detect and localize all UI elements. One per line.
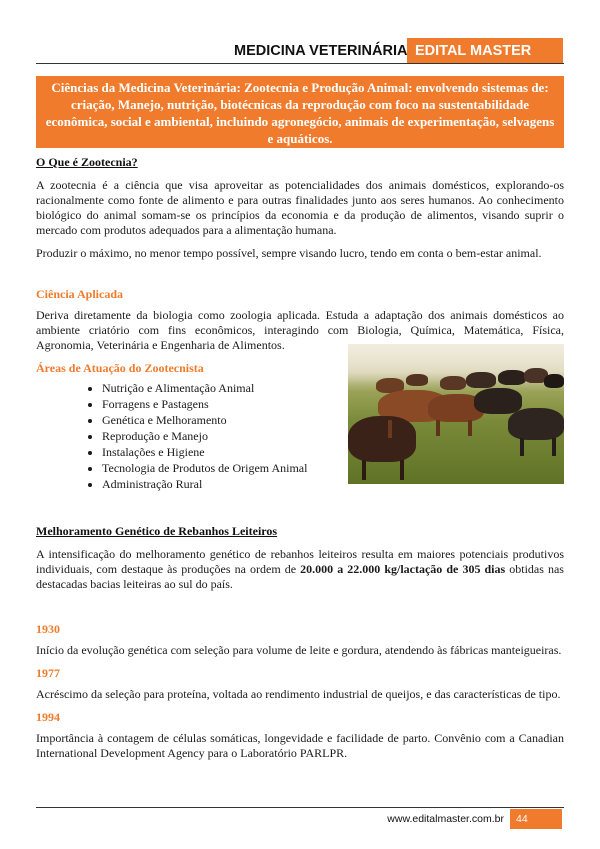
heading-ciencia-aplicada: Ciência Aplicada — [36, 287, 124, 301]
header-brand: EDITAL MASTER — [407, 38, 563, 64]
year-1977: 1977 — [36, 666, 60, 680]
timeline-text-1994: Importância à contagem de células somáticas, longevidade e facilidade de parto. Convênio com a Canadian International Development Agency para o Laboratório PARLPR. — [36, 731, 564, 760]
cow-leg — [436, 420, 440, 436]
paragraph-text-start: A intensificação do melhoramento genético de rebanhos leiteiros resulta em maiores potenciais produtivos individuais, com destaque às produções na ordem de — [36, 547, 564, 576]
timeline-text-1977: Acréscimo da seleção para proteína, voltada ao rendimento industrial de queijos, e das características de tipo. — [36, 687, 561, 701]
list-item: • Instalações e Higiene — [102, 444, 336, 460]
cow-shape — [508, 408, 564, 440]
cow-shape — [440, 376, 466, 390]
paragraph-zootecnia-definition: A zootecnia é a ciência que visa aproveitar as potencialidades dos animais domésticos, explorando-os racionalmente como fonte de alimento e para outras finalidades junto aos seres humanos. Ao conhecimento biológico do animal somam-se os princípios da economia e da produção de alimentos, visando suprir o mercado com produtos adequados para a alimentação humana. — [36, 178, 564, 237]
paragraph-ciencia-aplicada: Deriva diretamente da biologia como zoologia aplicada. Estuda a adaptação dos animais domésticos ao ambiente criatório com fins econômicos, interagindo com Biologia, Química, Matemática, Física, Agronomia, Veterinária e Engenharia de Alimentos. — [36, 308, 564, 352]
cow-leg — [400, 460, 404, 480]
timeline-text-1930: Início da evolução genética com seleção para volume de leite e gordura, atendendo às fábricas manteigueiras. — [36, 643, 562, 657]
cow-shape — [544, 374, 564, 388]
cow-shape — [406, 374, 428, 386]
areas-list — [36, 380, 336, 492]
year-1930: 1930 — [36, 622, 60, 636]
heading-areas-de-atuacao: Áreas de Atuação do Zootecnista — [36, 361, 204, 375]
list-item: • Administração Rural — [102, 476, 336, 492]
areas-column — [36, 361, 336, 492]
footer-website-link[interactable]: www.editalmaster.com.br — [387, 813, 504, 825]
header-title: MEDICINA VETERINÁRIA — [234, 43, 408, 59]
page-number: 44 — [510, 809, 562, 829]
footer-divider — [36, 807, 564, 808]
cow-shape — [348, 416, 416, 462]
cow-leg — [552, 438, 556, 456]
year-1994: 1994 — [36, 710, 60, 724]
paragraph-melhoramento-genetico — [36, 547, 564, 592]
list-item: • Nutrição e Alimentação Animal — [102, 380, 336, 396]
cow-leg — [468, 420, 472, 436]
list-item: • Tecnologia de Produtos de Origem Animal — [102, 460, 336, 476]
areas-row — [36, 361, 564, 492]
production-figure: 20.000 a 22.000 kg/lactação de 305 dias — [300, 562, 506, 576]
list-item: • Forragens e Pastagens — [102, 396, 336, 412]
heading-melhoramento-genetico: Melhoramento Genético de Rebanhos Leiteiros — [36, 524, 278, 538]
cow-shape — [474, 388, 522, 414]
cow-leg — [362, 460, 366, 480]
cow-leg — [388, 420, 392, 438]
header-divider — [36, 63, 564, 64]
cow-shape — [466, 372, 496, 388]
topic-banner: Ciências da Medicina Veterinária: Zootecnia e Produção Animal: envolvendo sistemas de: criação, Manejo, nutrição, biotécnicas da reprodução com foco na sustentabilidade econômica, social e ambiental, incluindo agronegócio, animais de experimentação, selvagens e aquáticos. — [36, 76, 564, 148]
paragraph-text-end: obtidas nas destacadas bacias leiteiras ao sul do país. — [36, 562, 564, 591]
paragraph-zootecnia-goal: Produzir o máximo, no menor tempo possível, sempre visando lucro, tendo em conta o bem-estar animal. — [36, 246, 542, 260]
cow-leg — [520, 438, 524, 456]
list-item: • Reprodução e Manejo — [102, 428, 336, 444]
main-content — [36, 155, 564, 769]
cattle-grazing-photo — [348, 344, 564, 484]
cow-shape — [498, 370, 526, 385]
list-item: • Genética e Melhoramento — [102, 412, 336, 428]
heading-o-que-e-zootecnia: O Que é Zootecnia? — [36, 155, 138, 169]
